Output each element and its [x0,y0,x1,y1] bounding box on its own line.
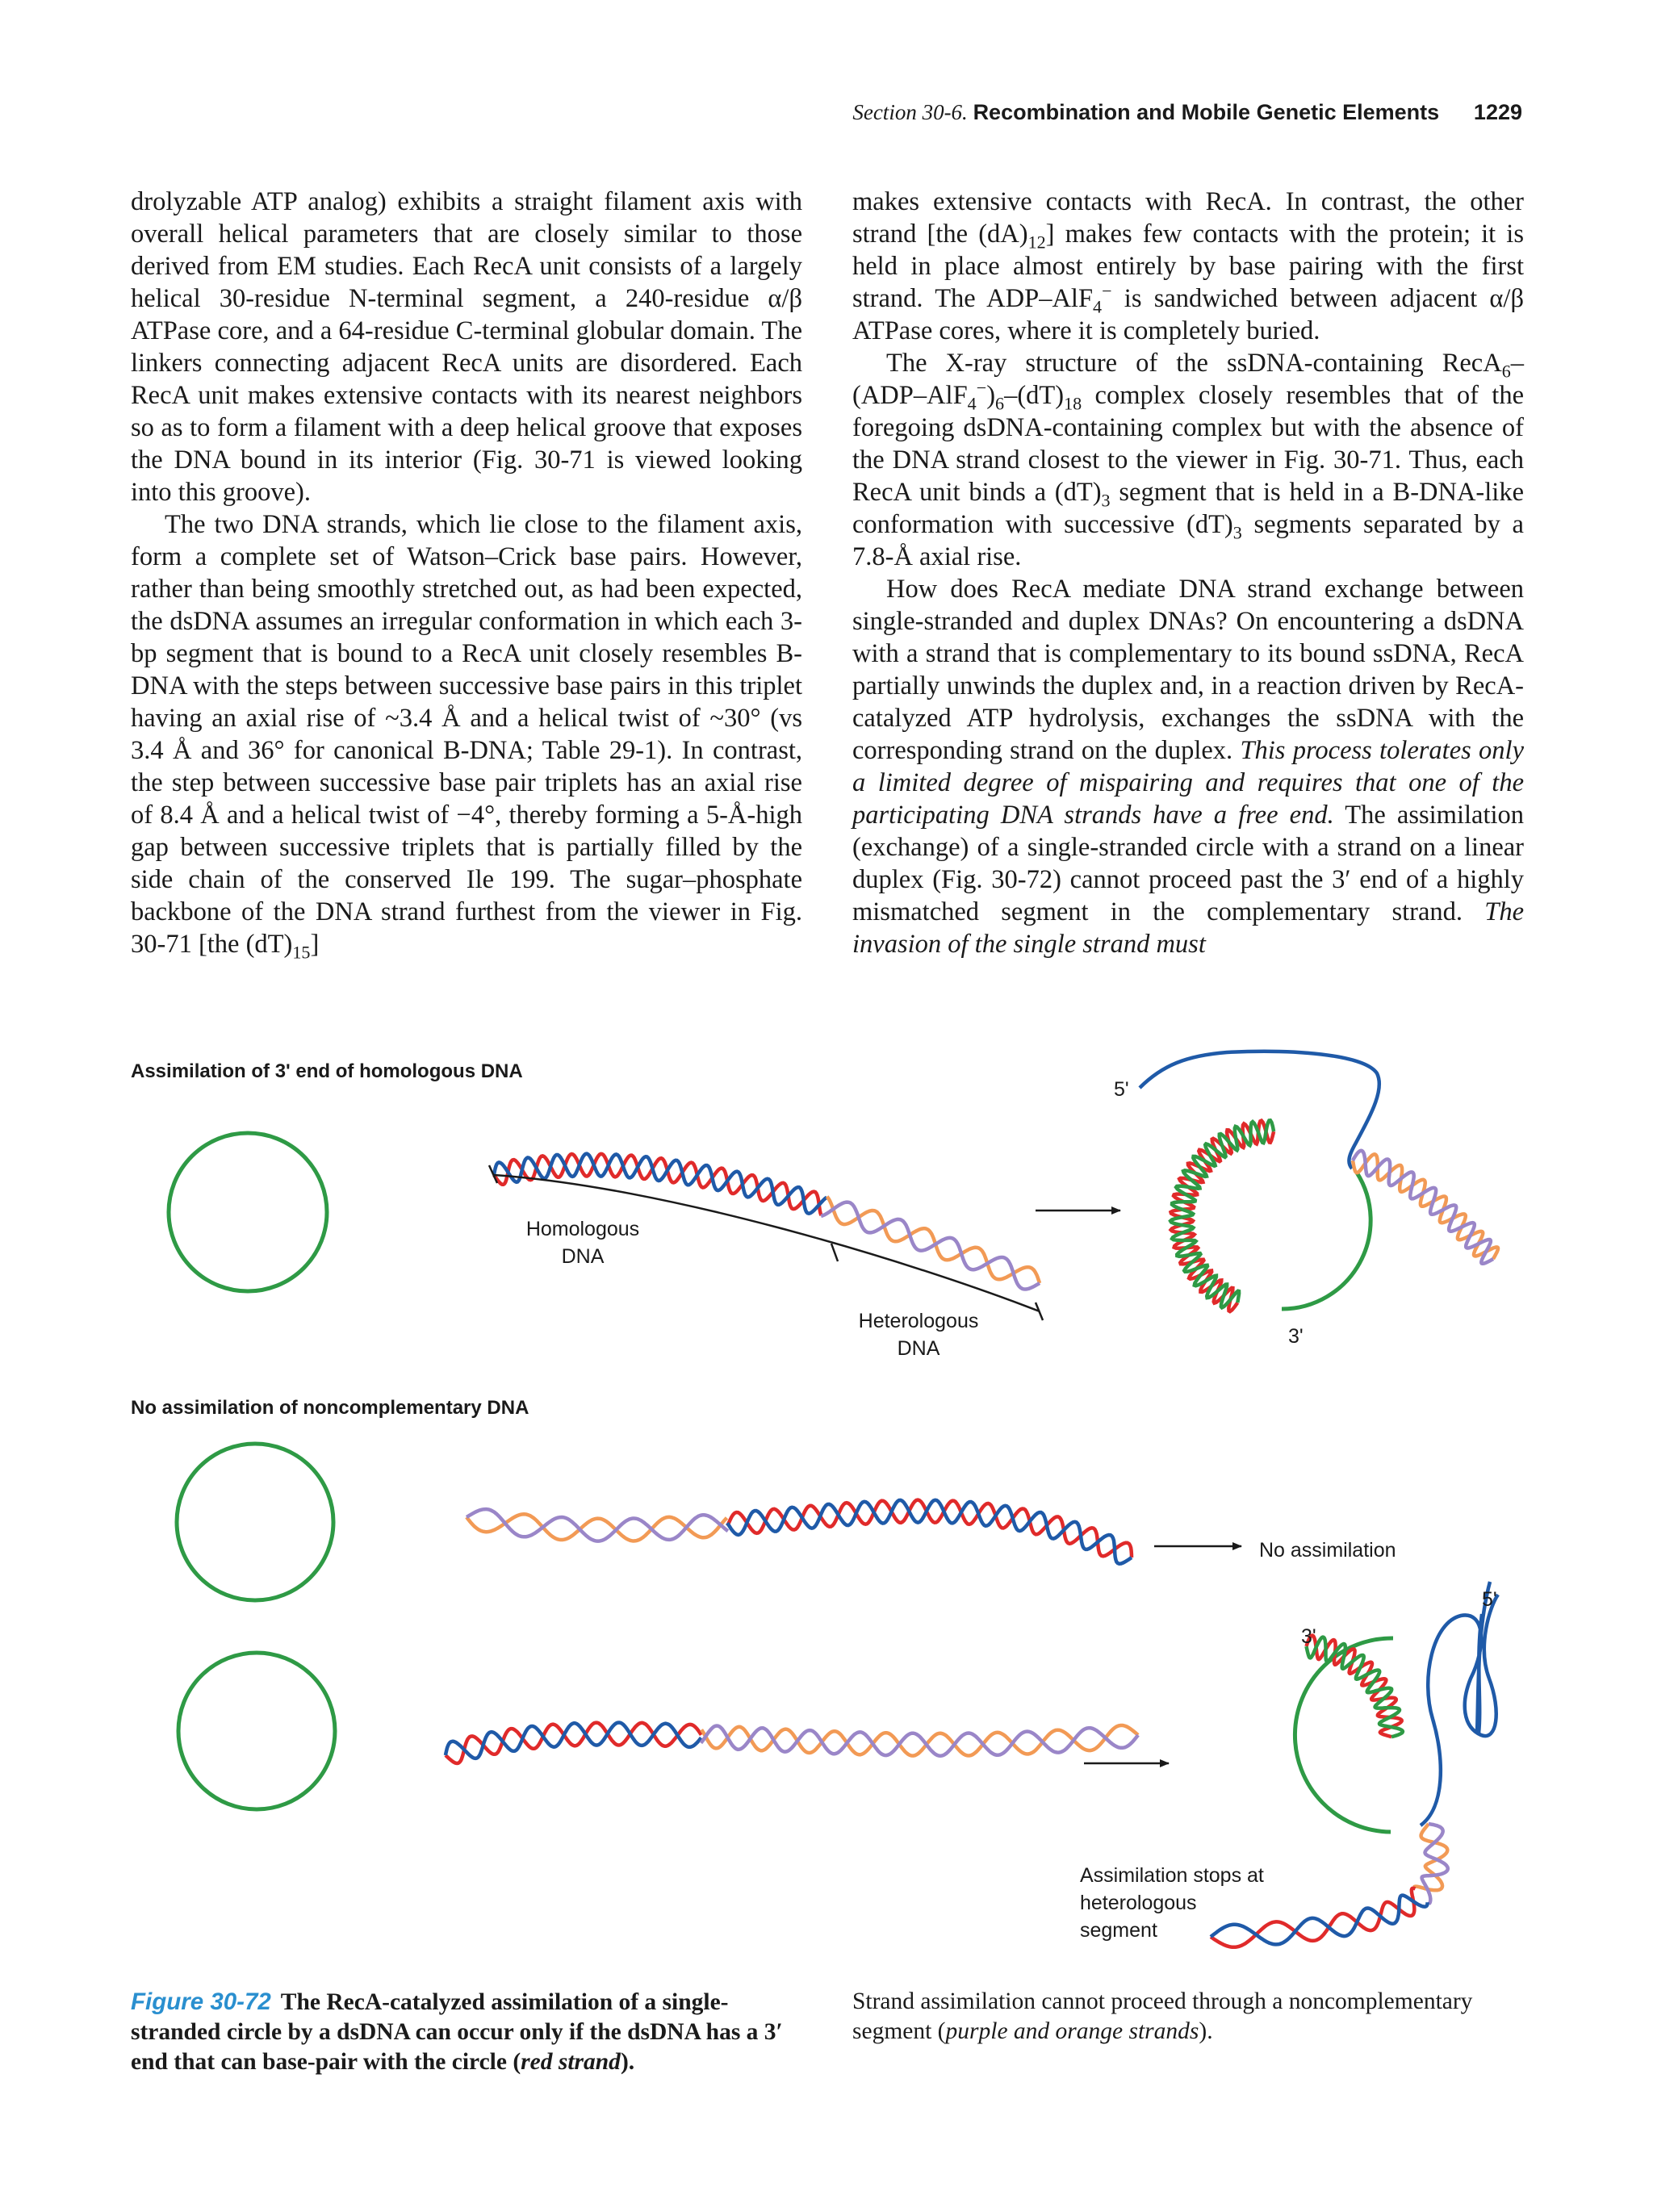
right-p3-italic1: This process tolerates only a limited degree of mispairing and requires that one of the participating DNA strands have a free end. [852,736,1524,830]
header-section: Section 30-6. [852,100,968,124]
right-p1-c: is sandwiched between adjacent α/β ATPase cores, where it is completely buried. [852,284,1524,345]
duplex-bottom [446,1723,1138,1764]
left-p2-sub: 15 [292,942,311,963]
header-title: Recombination and Mobile Genetic Elements [973,100,1440,124]
left-paragraph-2 [131,508,802,963]
right-p3-italic2: The invasion of the single strand must [852,897,1524,959]
right-paragraph-3 [852,573,1524,960]
caption-left [131,1987,809,2077]
duplex-top-blue-strand [494,1154,826,1214]
label-stops-3: segment [1080,1919,1157,1942]
right-p1-sub2: 4 [1093,296,1103,317]
bracket-tick-mid [831,1244,838,1261]
product-top-green-arc [1282,1173,1371,1309]
product-bottom [1211,1582,1498,1947]
caption-right [852,1987,1524,2047]
right-p2-sub4: 18 [1064,393,1082,414]
right-p2-sup2: − [976,378,987,399]
caption-left-italic: red strand [521,2049,621,2075]
label-stops-2: heterologous [1080,1892,1197,1914]
right-paragraph-1 [852,186,1524,347]
right-p2-d: –(dT) [1004,381,1065,410]
right-paragraph-2 [852,347,1524,573]
duplex-middle-purple-strand [467,1509,728,1541]
caption-right-a: Strand assimilation cannot proceed through a noncomplementary segment ( [852,1988,1473,2044]
right-p2-a: The X-ray structure of the ssDNA-containing RecA [886,349,1502,378]
duplex-top-orange-strand [827,1197,1040,1283]
duplex-middle-blue-strand [727,1500,1132,1564]
label-3prime-bottom: 3' [1301,1625,1316,1648]
ss-circle-top [169,1133,327,1291]
figure-30-72 [0,1041,1653,1977]
left-p2-end: ] [310,930,320,959]
right-p2-g: segments separated by a 7.8-Å axial rise. [852,510,1524,571]
right-p1-sup2: − [1102,281,1112,302]
left-p1-text: drolyzable ATP analog) exhibits a straight filament axis with overall helical parameters that are closely similar to those derived from EM studies. Each RecA unit consists of a largely helical 30-residue N-terminal segment, a 240-residue α/β ATPase core, and a 64-residue C-terminal globular domain. The linkers connecting adjacent RecA units are disordered. Each RecA unit makes extensive contacts with its nearest neighbors so as to form a filament with a deep helical groove that exposes the DNA bound in its interior (Fig. 30-71 is viewed looking into this groove). [131,187,802,507]
panel-bottom-title: No assimilation of noncomplementary DNA [131,1397,529,1419]
left-p2-text: The two DNA strands, which lie close to the filament axis, form a complete set of Watson–Crick base pairs. However, rather than being smoothly stretched out, as had been expected, the dsDNA assumes an irregular conformation in which each 3-bp segment that is bound to a RecA unit closely resembles B-DNA with the steps between successive base pairs in this triplet having an axial rise of ~3.4 Å and a helical twist of ~30° (vs 3.4 Å and 36° for canonical B-DNA; Table 29-1). In contrast, the step between successive base pair triplets has an axial rise of 8.4 Å and a helical twist of −4°, thereby forming a 5-Å-high gap between successive triplets that is partially filled by the side chain of the conserved Ile 199. The sugar–phosphate backbone of the DNA strand furthest from the viewer in Fig. 30-71 [the (dT) [131,510,802,959]
left-paragraph-1 [131,186,802,508]
label-3prime-top: 3' [1288,1325,1304,1348]
right-p2-sub5: 3 [1101,490,1111,511]
label-stops-1: Assimilation stops at [1080,1864,1264,1887]
product-top-blue-strand [1140,1052,1379,1169]
right-text-column [852,186,1524,960]
ss-circle-mid [177,1444,333,1600]
right-p1-a: makes extensive contacts with RecA. In contrast, the other strand [the (dA) [852,187,1524,249]
label-5prime-top: 5' [1114,1078,1129,1101]
caption-right-b: ). [1199,2018,1213,2044]
right-p2-sub6: 3 [1232,522,1242,543]
duplex-middle [467,1500,1132,1564]
label-homologous-1: Homologous [525,1218,640,1240]
duplex-bottom-blue-strand [446,1723,701,1758]
running-header [852,100,1522,125]
right-p2-f: segment that is held in a B-DNA-like conformation with successive (dT) [852,478,1524,539]
right-p2-sub3: 6 [995,393,1005,414]
right-p2-c: ) [986,381,996,410]
right-p3-a: How does RecA mediate DNA strand exchange between single-stranded and duplex DNAs? On encountering a dsDNA with a strand that is complementary to its bound ssDNA, RecA partially unwinds the duplex and, in a reaction driven by RecA-catalyzed ATP hydrolysis, exchanges the ssDNA with the corresponding strand on the duplex. [852,575,1524,765]
label-heterologous-2: DNA [897,1337,940,1360]
page-number: 1229 [1473,100,1522,124]
right-p2-e: complex closely resembles that of the foregoing dsDNA-containing complex but with the absence of the DNA strand closest to the viewer in Fig. 30-71. Thus, each RecA unit binds a (dT) [852,381,1524,507]
label-heterologous-1: Heterologous [858,1310,979,1332]
right-p2-sub1: 6 [1501,361,1511,382]
right-p1-sub: 12 [1027,232,1046,253]
caption-left-b: ). [620,2049,635,2075]
product-top [1140,1052,1498,1311]
product-bottom-red-circular [1307,1636,1402,1737]
label-no-assimilation: No assimilation [1259,1539,1396,1562]
caption-left-a: The RecA-catalyzed assimilation of a single-stranded circle by a dsDNA can occur only if the dsDNA has a 3′ end that can base-pair with the circle ( [131,1989,783,2075]
right-p2-b: –(ADP–AlF [852,349,1524,410]
right-p2-sub2: 4 [967,393,977,414]
ss-circle-bottom [178,1653,335,1809]
right-p1-b: ] makes few contacts with the protein; it is held in place almost entirely by base pairing with the first strand. The ADP–AlF [852,220,1524,313]
left-text-column [131,186,802,963]
product-bottom-blue-strand [1421,1595,1498,1825]
label-5prime-bottom: 5' [1482,1588,1497,1611]
bracket-tick-right [1036,1303,1043,1320]
label-homologous-2: DNA [561,1245,605,1268]
right-p3-b: The assimilation (exchange) of a single-stranded circle with a strand on a linear duplex (Fig. 30-72) cannot proceed past the 3′ end of a highly mismatched segment in the complementary strand. [852,801,1525,926]
caption-right-italic: purple and orange strands [945,2018,1199,2044]
panel-top-title: Assimilation of 3' end of homologous DNA [131,1060,523,1082]
figure-number: Figure 30-72 [131,1988,271,2015]
